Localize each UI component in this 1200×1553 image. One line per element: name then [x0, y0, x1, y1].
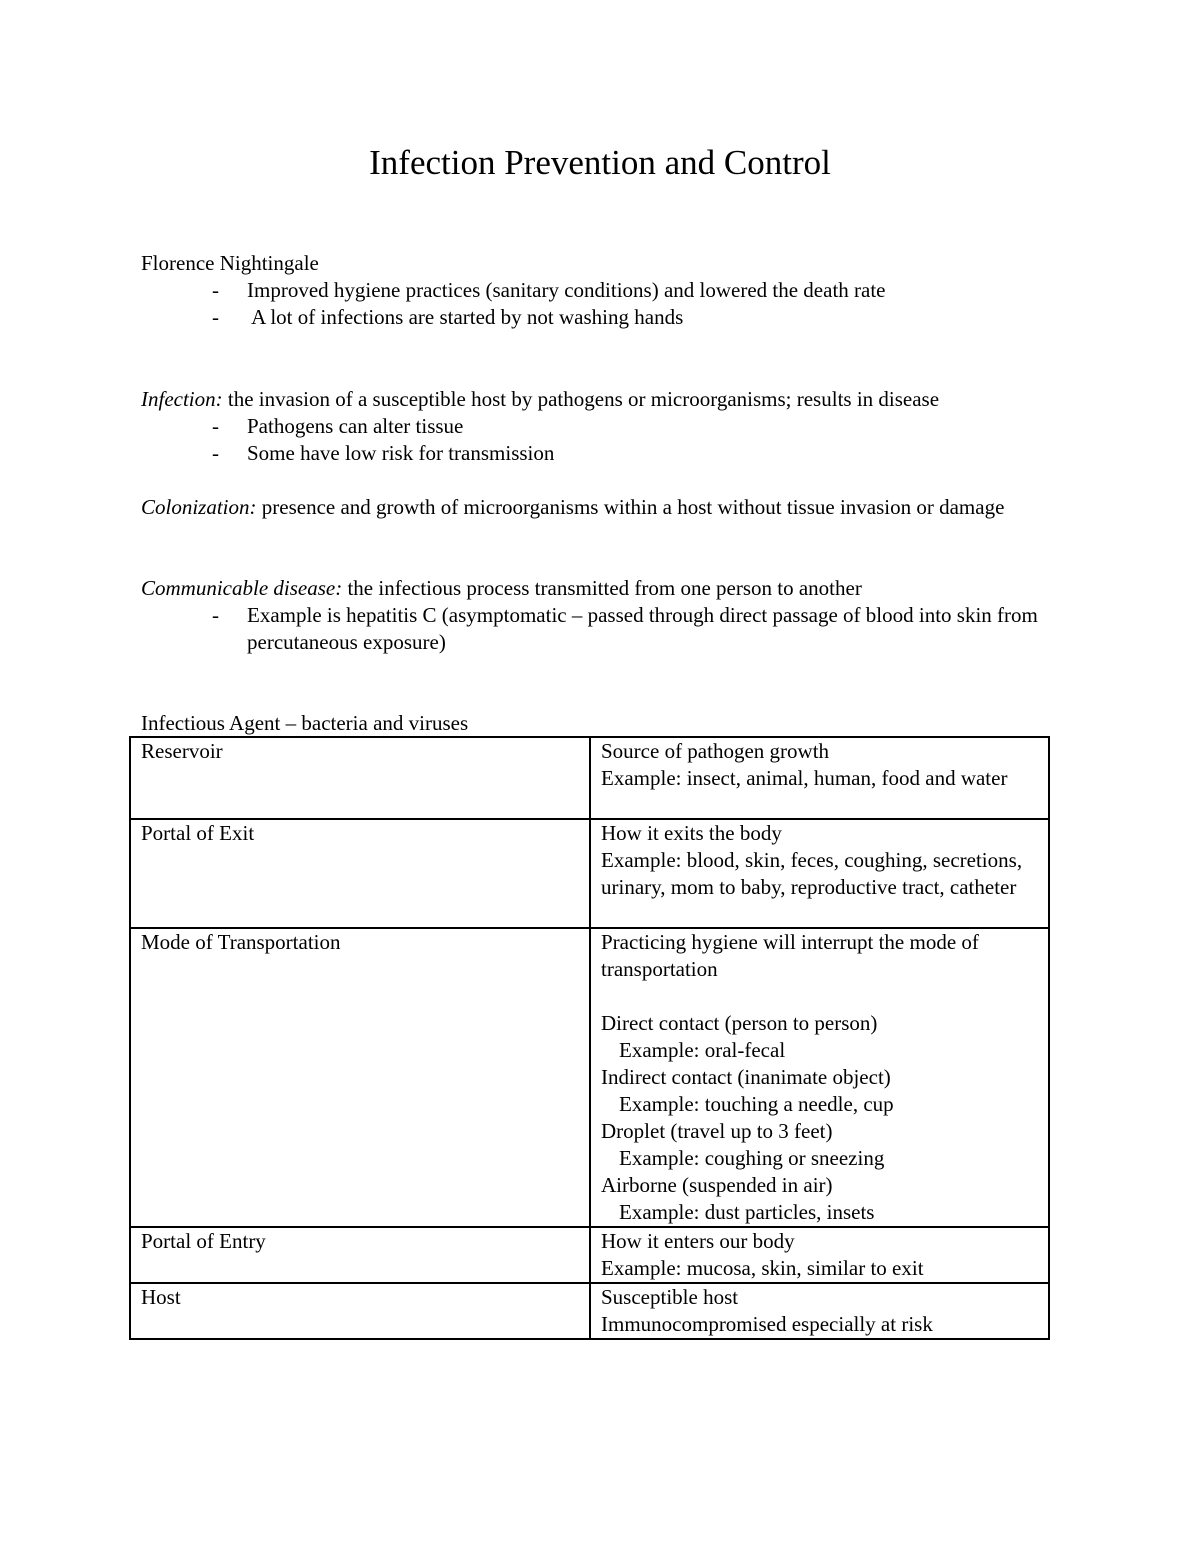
infection-text: the invasion of a susceptible host by pathogens or microorganisms; results in disease [222, 387, 940, 411]
nightingale-heading: Florence Nightingale [141, 251, 319, 275]
bullet-text: Example is hepatitis C (asymptomatic – passed through direct passage of blood into skin from percutaneous exposure) [247, 603, 1038, 654]
bullet-text: Some have low risk for transmission [247, 441, 555, 465]
cell-line: How it enters our body [601, 1229, 795, 1253]
cell-line-example: Example: oral-fecal [619, 1038, 786, 1062]
cell-line: Airborne (suspended in air) [601, 1173, 833, 1197]
list-item [141, 413, 1051, 440]
cell-line: Direct contact (person to person) [601, 1011, 878, 1035]
table-row [130, 928, 1049, 1227]
list-item [141, 304, 1051, 331]
bullet-dash: - [212, 278, 219, 302]
cell-line: Source of pathogen growth [601, 739, 830, 763]
table-cell-label: Portal of Entry [130, 1227, 590, 1283]
infectious-agent-table [129, 736, 1050, 1340]
table-cell-content [590, 928, 1049, 1227]
list-item [141, 602, 1051, 656]
table-cell-content [590, 737, 1049, 819]
communicable-definition [141, 575, 1051, 602]
bullet-text: Pathogens can alter tissue [247, 414, 464, 438]
cell-line-example: Example: touching a needle, cup [619, 1092, 894, 1116]
communicable-section [141, 575, 1051, 656]
infection-bullets [141, 413, 1051, 467]
bullet-text: Improved hygiene practices (sanitary conditions) and lowered the death rate [247, 278, 886, 302]
bullet-dash: - [212, 305, 219, 329]
table-cell-label: Mode of Transportation [130, 928, 590, 1227]
table-cell-content [590, 1227, 1049, 1283]
nightingale-section [141, 250, 1051, 331]
infection-section [141, 386, 1051, 467]
communicable-text: the infectious process transmitted from one person to another [342, 576, 862, 600]
infection-term: Infection: [141, 387, 223, 411]
list-item [141, 277, 1051, 304]
cell-line: Practicing hygiene will interrupt the mode of transportation [601, 930, 979, 981]
cell-line-example: Example: coughing or sneezing [619, 1146, 885, 1170]
cell-line: Example: blood, skin, feces, coughing, secretions, urinary, mom to baby, reproductive tract, catheter [601, 848, 1023, 899]
table-row [130, 1283, 1049, 1339]
cell-line-blank [601, 983, 1038, 1010]
table-cell-label: Reservoir [130, 737, 590, 819]
cell-line: Droplet (travel up to 3 feet) [601, 1119, 833, 1143]
table-row [130, 819, 1049, 928]
colonization-section [141, 494, 1051, 521]
cell-line: Example: mucosa, skin, similar to exit [601, 1256, 924, 1280]
table-cell-label: Portal of Exit [130, 819, 590, 928]
infection-definition [141, 386, 1051, 413]
bullet-dash: - [212, 441, 219, 465]
bullet-dash: - [212, 603, 219, 627]
communicable-bullets [141, 602, 1051, 656]
table-caption: Infectious Agent – bacteria and viruses [141, 711, 469, 735]
cell-line: Indirect contact (inanimate object) [601, 1065, 891, 1089]
table-body [130, 737, 1049, 1339]
cell-line: Susceptible host [601, 1285, 739, 1309]
cell-line-example: Example: dust particles, insets [619, 1200, 875, 1224]
communicable-term: Communicable disease: [141, 576, 343, 600]
cell-line: How it exits the body [601, 821, 782, 845]
bullet-text: A lot of infections are started by not washing hands [247, 305, 684, 329]
cell-line: Example: insect, animal, human, food and water [601, 766, 1008, 790]
colonization-definition [141, 494, 1051, 521]
table-cell-label: Host [130, 1283, 590, 1339]
nightingale-bullets [141, 277, 1051, 331]
colonization-term: Colonization: [141, 495, 257, 519]
list-item [141, 440, 1051, 467]
bullet-dash: - [212, 414, 219, 438]
colonization-text: presence and growth of microorganisms within a host without tissue invasion or damage [256, 495, 1005, 519]
table-row [130, 1227, 1049, 1283]
table-cell-content [590, 1283, 1049, 1339]
table-row [130, 737, 1049, 819]
table-cell-content [590, 819, 1049, 928]
page-title: Infection Prevention and Control [369, 143, 831, 182]
cell-line: Immunocompromised especially at risk [601, 1312, 933, 1336]
